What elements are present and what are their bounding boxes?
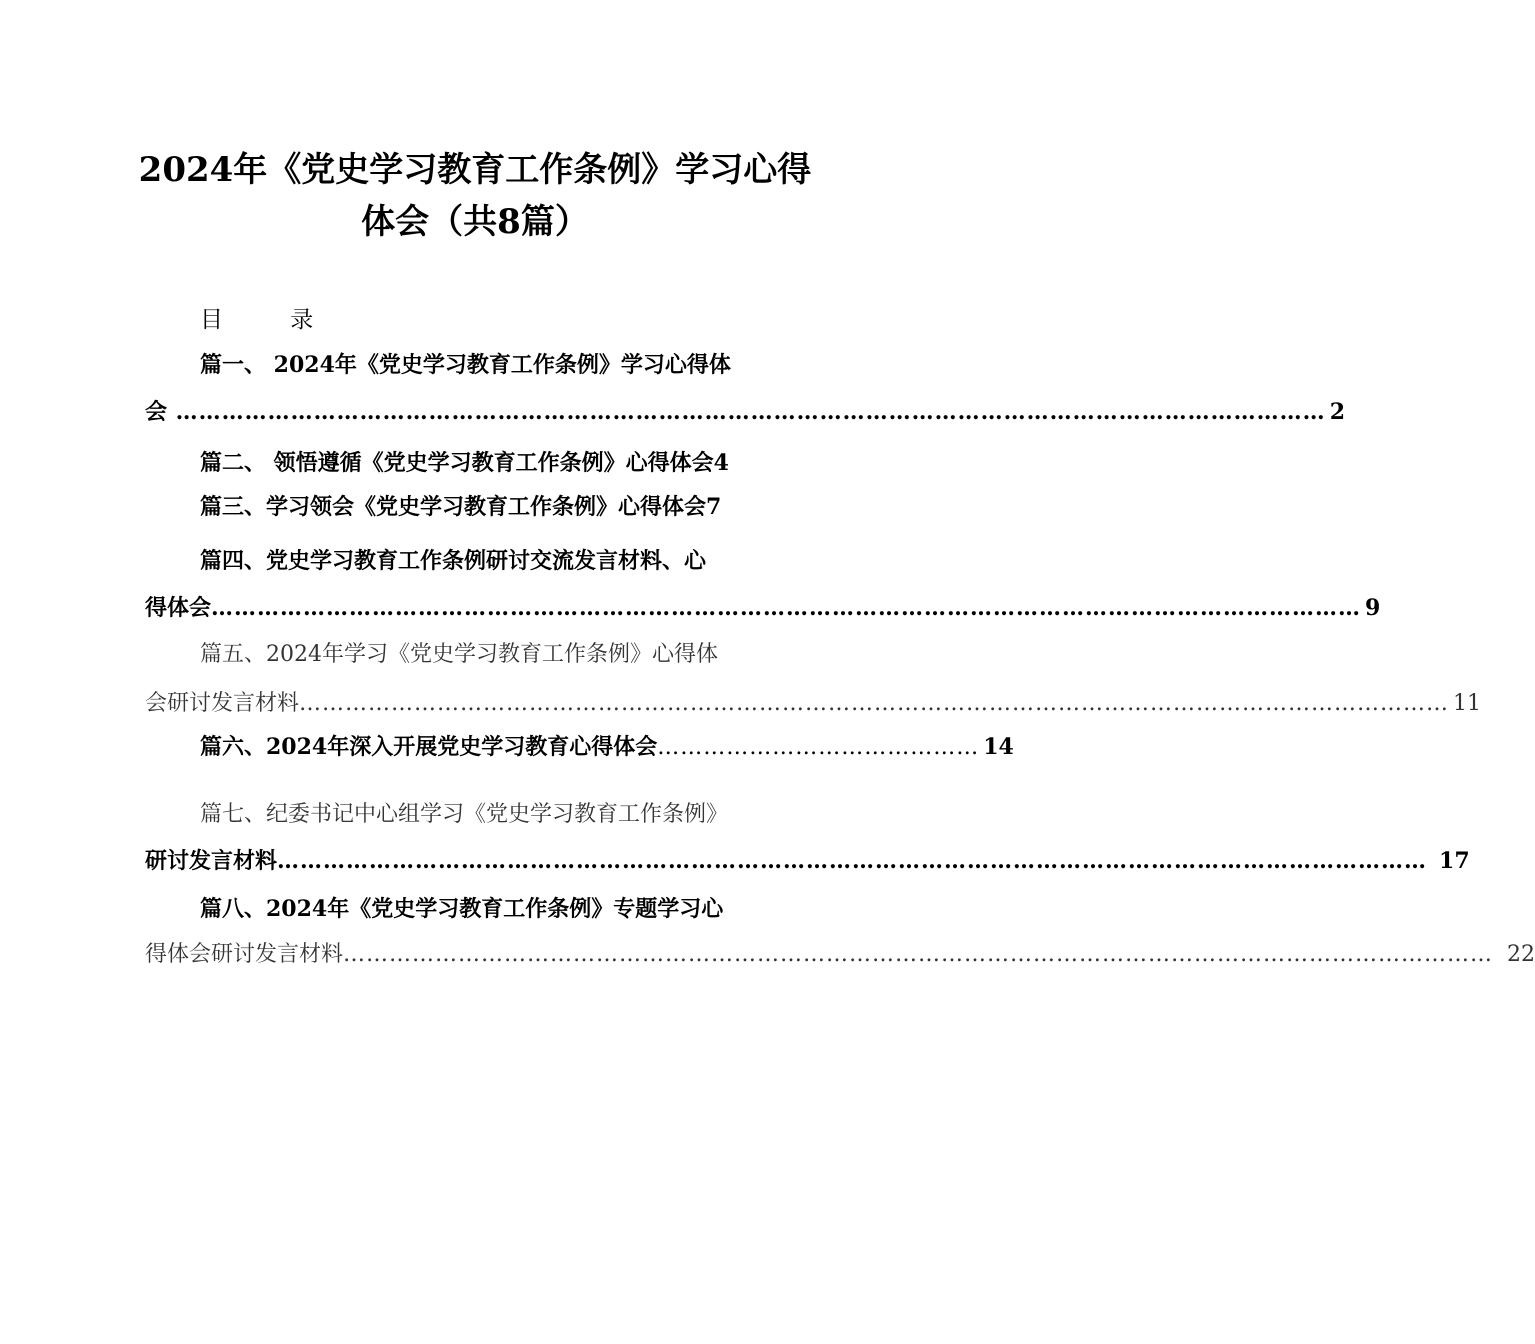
toc-leader-dots: …………………………………………………………………………………………………………………………………… — [343, 942, 1494, 967]
toc-leader-dots: …………………………………………………………………………………………………………………………………… — [299, 691, 1450, 716]
toc-entry-4-page: 9 — [1365, 595, 1381, 621]
toc-entry-8-page: 22 — [1507, 942, 1535, 967]
toc-leader-dots: …………………………………………………………………………………………………………………………………… — [167, 399, 1326, 425]
toc-leader-dots: …………………………………………………………………………………………………………………………………… — [277, 848, 1428, 874]
document-title-line-1: 2024年《党史学习教育工作条例》学习心得 — [138, 150, 812, 190]
toc-entry-2[interactable]: 篇二、 领悟遵循《党史学习教育工作条例》心得体会4 — [200, 450, 729, 476]
toc-entry-8-text: 得体会研讨发言材料 — [145, 942, 344, 967]
toc-entry-8-line-2[interactable] — [145, 940, 1535, 970]
toc-entry-6-text: 篇六、2024年深入开展党史学习教育心得体会 — [200, 734, 658, 760]
toc-entry-7-page: 17 — [1439, 848, 1470, 874]
toc-entry-7-line-2[interactable] — [145, 846, 1470, 876]
toc-entry-7-text: 研讨发言材料 — [145, 848, 278, 874]
toc-entry-5-page: 11 — [1453, 691, 1482, 716]
toc-entry-1-page: 2 — [1329, 399, 1345, 425]
toc-leader-dots: …………………………………… — [657, 735, 980, 760]
toc-heading: 目 录 — [200, 307, 344, 333]
toc-leader-dots: …………………………………………………………………………………………………………………………………… — [211, 595, 1362, 621]
toc-entry-6[interactable] — [200, 732, 1014, 763]
toc-entry-4-line-1[interactable]: 篇四、党史学习教育工作条例研讨交流发言材料、心 — [200, 548, 707, 574]
toc-entry-6-page: 14 — [983, 734, 1014, 760]
toc-entry-8-line-1[interactable]: 篇八、2024年《党史学习教育工作条例》专题学习心 — [200, 896, 724, 922]
toc-entry-1-line-1[interactable]: 篇一、 2024年《党史学习教育工作条例》学习心得体 — [200, 352, 731, 378]
toc-entry-7-line-1[interactable]: 篇七、纪委书记中心组学习《党史学习教育工作条例》 — [200, 802, 729, 827]
toc-entry-4-line-2[interactable] — [145, 593, 1381, 623]
document-title-line-2: 体会（共8篇） — [361, 202, 589, 242]
toc-entry-1-text: 会 — [145, 399, 168, 425]
toc-entry-5-line-1[interactable]: 篇五、2024年学习《党史学习教育工作条例》心得体 — [200, 642, 718, 667]
toc-entry-5-text: 会研讨发言材料 — [145, 691, 300, 716]
toc-entry-1-line-2[interactable] — [145, 397, 1345, 427]
toc-entry-5-line-2[interactable] — [145, 689, 1482, 719]
toc-entry-3[interactable]: 篇三、学习领会《党史学习教育工作条例》心得体会7 — [200, 494, 722, 520]
toc-entry-4-text: 得体会 — [145, 595, 212, 621]
